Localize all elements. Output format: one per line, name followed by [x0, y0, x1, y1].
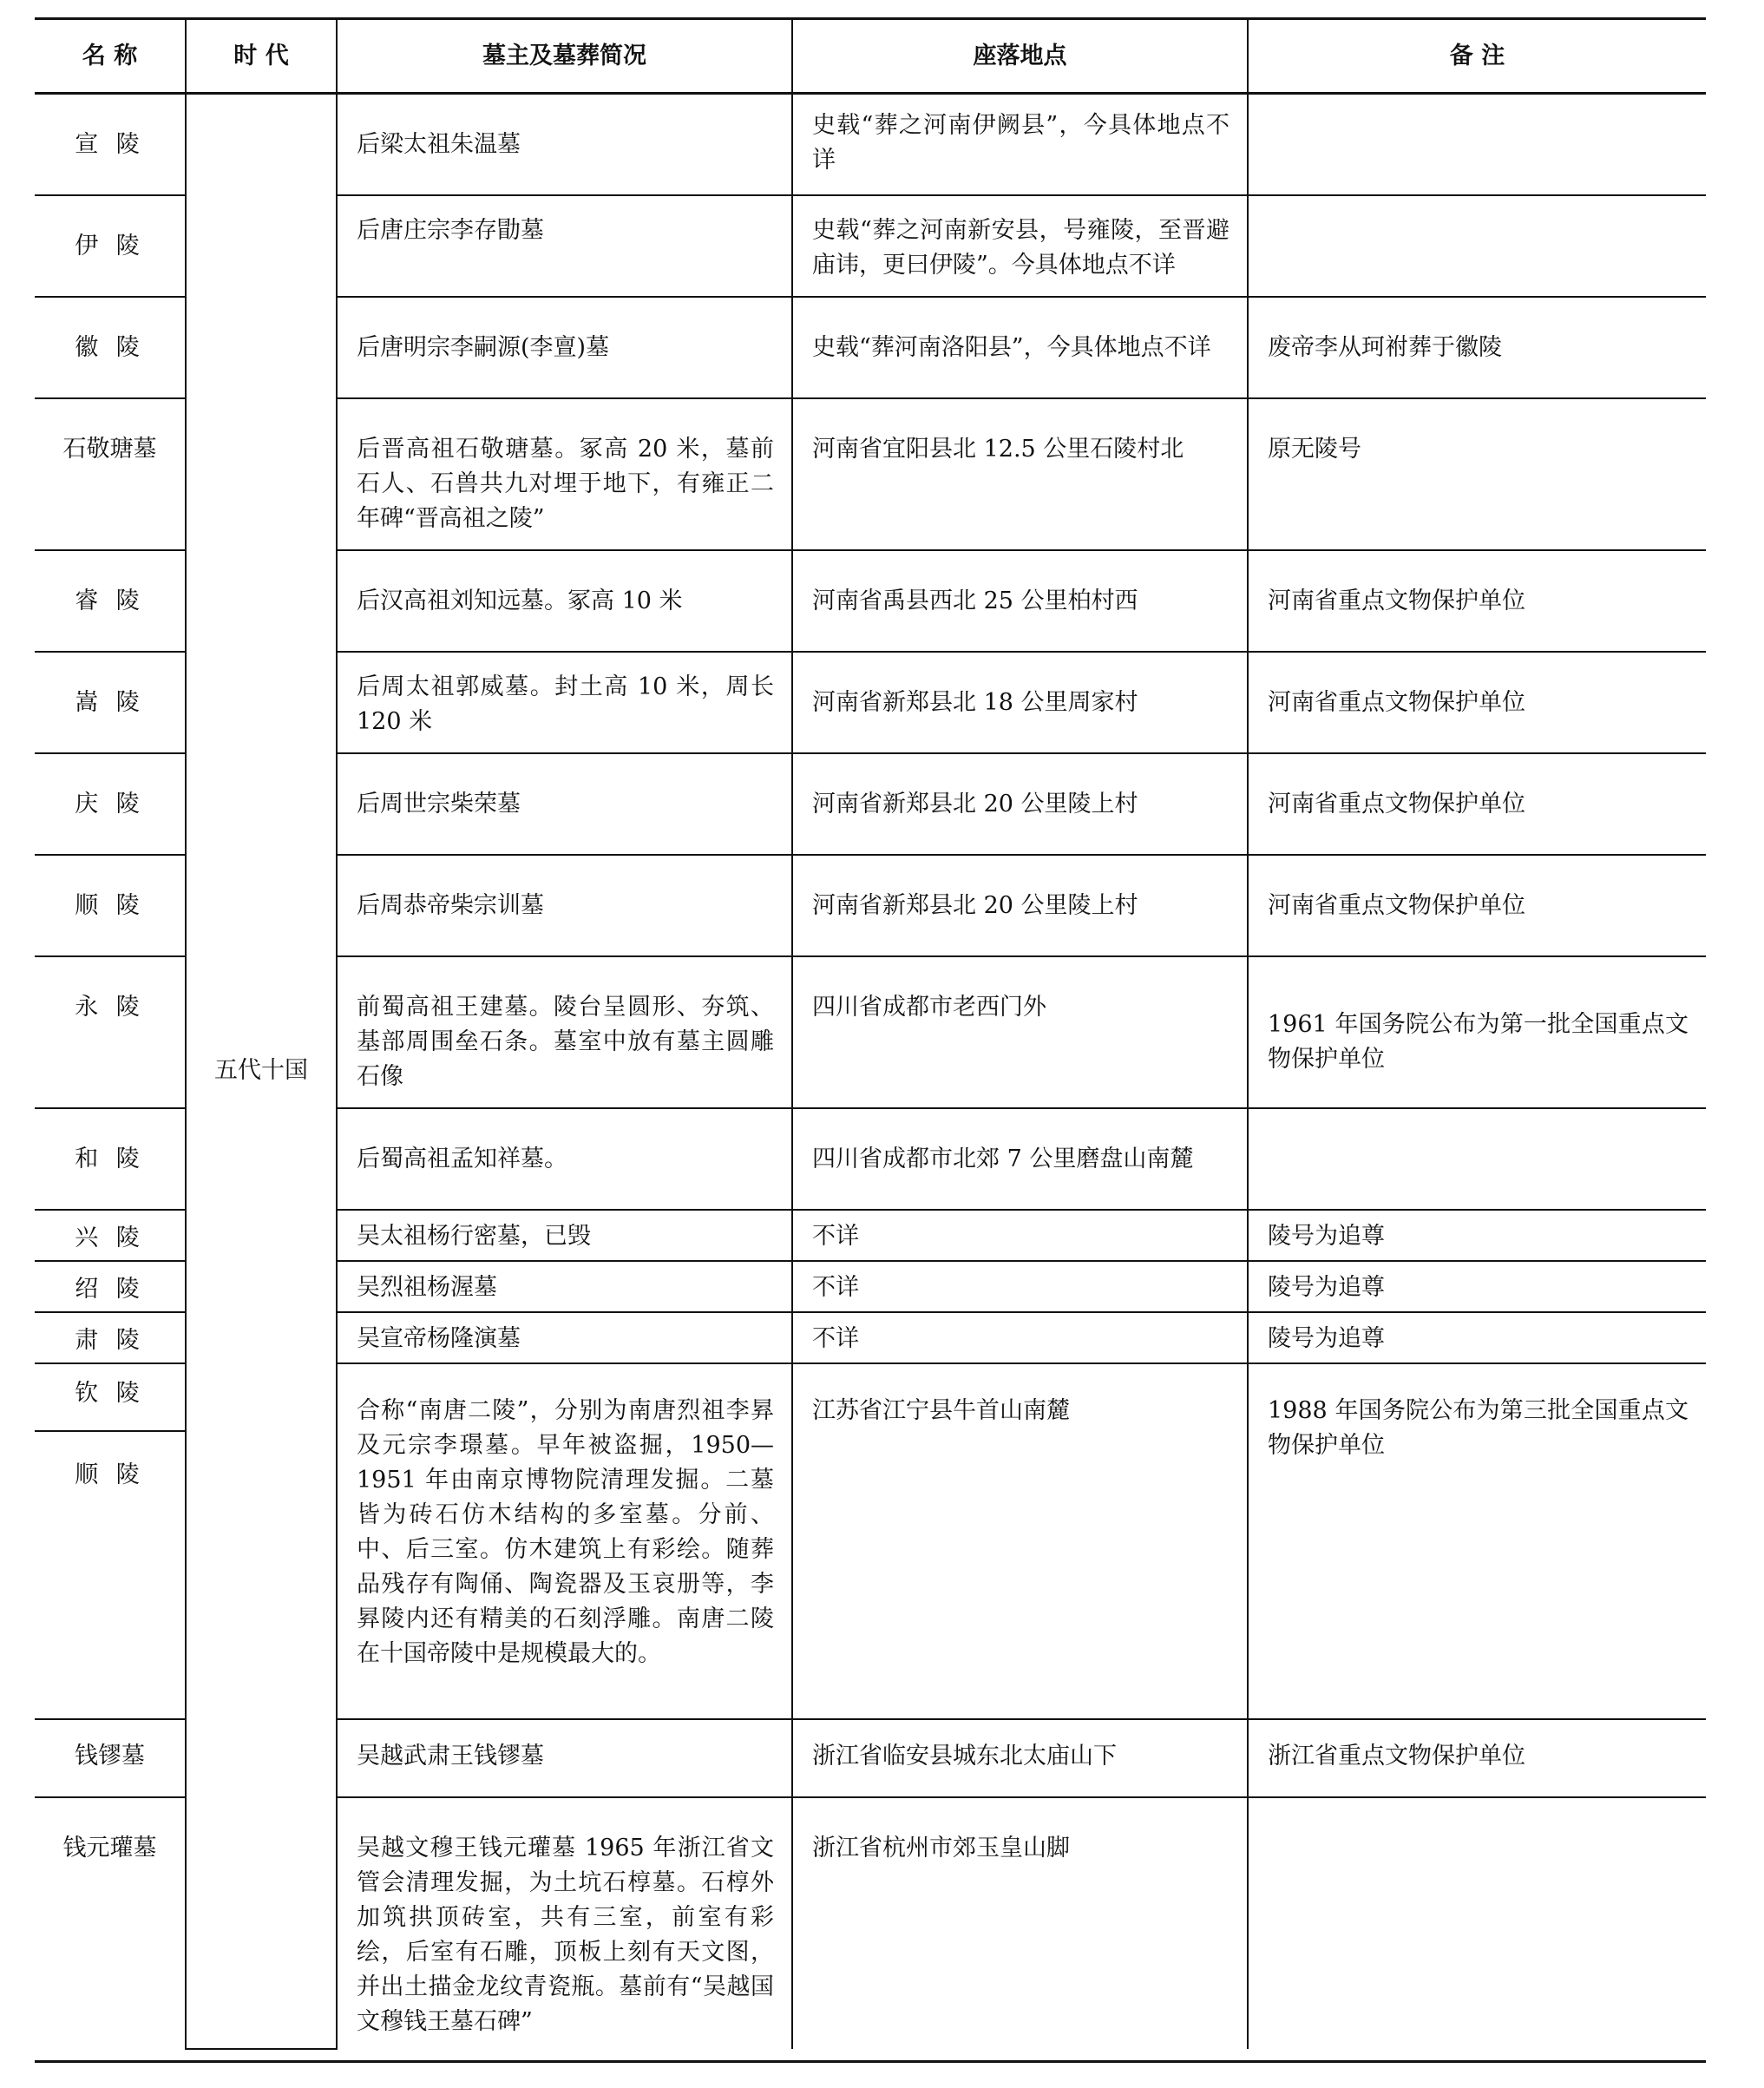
header-note: 备 注	[1248, 19, 1706, 94]
row-name: 肃 陵	[35, 1312, 186, 1363]
row-desc: 后蜀高祖孟知祥墓。	[337, 1108, 792, 1210]
header-location: 座落地点	[792, 19, 1248, 94]
row-note: 陵号为追尊	[1248, 1312, 1706, 1363]
row-desc: 吴宣帝杨隆演墓	[337, 1312, 792, 1363]
row-note: 原无陵号	[1248, 398, 1706, 550]
row-location: 不详	[792, 1210, 1248, 1261]
row-desc: 后晋高祖石敬瑭墓。冢高 20 米，墓前石人、石兽共九对埋于地下，有雍正二年碑“晋高祖之陵”	[337, 398, 792, 550]
row-name: 兴 陵	[35, 1210, 186, 1261]
row-note: 河南省重点文物保护单位	[1248, 855, 1706, 956]
row-note: 1988 年国务院公布为第三批全国重点文物保护单位	[1248, 1363, 1706, 1719]
table-row	[35, 94, 1706, 195]
row-name: 和 陵	[35, 1108, 186, 1210]
era-cell: 五代十国	[186, 94, 337, 2049]
row-note	[1248, 1797, 1706, 2049]
row-desc: 吴烈祖杨渥墓	[337, 1261, 792, 1312]
row-location: 不详	[792, 1261, 1248, 1312]
row-name: 庆 陵	[35, 753, 186, 855]
row-note: 河南省重点文物保护单位	[1248, 753, 1706, 855]
row-desc: 吴越文穆王钱元瓘墓 1965 年浙江省文管会清理发掘，为土坑石椁墓。石椁外加筑拱顶砖室，共有三室，前室有彩绘，后室有石雕，顶板上刻有天文图，并出土描金龙纹青瓷瓶。墓前有“吴越国文穆钱王墓石碑”	[337, 1797, 792, 2049]
row-desc: 合称“南唐二陵”，分别为南唐烈祖李昪及元宗李璟墓。早年被盗掘，1950—1951 年由南京博物院清理发掘。二墓皆为砖石仿木结构的多室墓。分前、中、后三室。仿木建筑上有彩绘。随葬品残存有陶俑、陶瓷器及玉哀册等，李昪陵内还有精美的石刻浮雕。南唐二陵在十国帝陵中是规模最大的。	[337, 1363, 792, 1719]
row-location: 河南省宜阳县北 12.5 公里石陵村北	[792, 398, 1248, 550]
mausoleum-table	[35, 17, 1706, 2050]
row-name: 钦 陵	[75, 1379, 145, 1407]
row-name-group	[35, 1363, 186, 1719]
row-note: 河南省重点文物保护单位	[1248, 550, 1706, 652]
row-location: 四川省成都市北郊 7 公里磨盘山南麓	[792, 1108, 1248, 1210]
row-desc: 后汉高祖刘知远墓。冢高 10 米	[337, 550, 792, 652]
row-name: 睿 陵	[35, 550, 186, 652]
row-desc: 后周太祖郭威墓。封土高 10 米，周长 120 米	[337, 652, 792, 753]
row-name: 伊 陵	[35, 195, 186, 297]
header-name: 名 称	[35, 19, 186, 94]
row-location: 浙江省杭州市郊玉皇山脚	[792, 1797, 1248, 2049]
row-desc: 后唐庄宗李存勖墓	[337, 195, 792, 297]
row-note: 1961 年国务院公布为第一批全国重点文物保护单位	[1248, 956, 1706, 1108]
row-location: 河南省新郑县北 20 公里陵上村	[792, 855, 1248, 956]
row-location: 河南省禹县西北 25 公里柏村西	[792, 550, 1248, 652]
row-name: 顺 陵	[35, 855, 186, 956]
row-location: 史载“葬河南洛阳县”，今具体地点不详	[792, 297, 1248, 398]
row-name: 钱元瓘墓	[62, 1834, 157, 1861]
row-note: 废帝李从珂祔葬于徽陵	[1248, 297, 1706, 398]
row-desc: 后周恭帝柴宗训墓	[337, 855, 792, 956]
row-location: 浙江省临安县城东北太庙山下	[792, 1719, 1248, 1797]
row-name: 徽 陵	[35, 297, 186, 398]
row-name: 绍 陵	[35, 1261, 186, 1312]
row-location: 河南省新郑县北 18 公里周家村	[792, 652, 1248, 753]
row-desc: 后梁太祖朱温墓	[337, 94, 792, 195]
row-location: 史载“葬之河南伊阙县”，今具体地点不详	[792, 94, 1248, 195]
row-location: 江苏省江宁县牛首山南麓	[792, 1363, 1248, 1719]
row-location: 不详	[792, 1312, 1248, 1363]
row-desc: 吴越武肃王钱镠墓	[337, 1719, 792, 1797]
header-desc: 墓主及墓葬简况	[337, 19, 792, 94]
row-location: 河南省新郑县北 20 公里陵上村	[792, 753, 1248, 855]
row-desc: 后周世宗柴荣墓	[337, 753, 792, 855]
row-note	[1248, 1108, 1706, 1210]
row-note: 河南省重点文物保护单位	[1248, 652, 1706, 753]
row-desc: 吴太祖杨行密墓，已毁	[337, 1210, 792, 1261]
row-desc: 前蜀高祖王建墓。陵台呈圆形、夯筑、基部周围垒石条。墓室中放有墓主圆雕石像	[337, 956, 792, 1108]
row-name: 永 陵	[35, 956, 186, 1108]
row-location: 史载“葬之河南新安县，号雍陵，至晋避庙讳，更曰伊陵”。今具体地点不详	[792, 195, 1248, 297]
table-bottom-rule	[35, 2060, 1706, 2063]
row-name-second: 顺 陵	[35, 1430, 185, 1493]
row-name: 钱镠墓	[35, 1719, 186, 1797]
row-name: 宣 陵	[35, 94, 186, 195]
row-note: 陵号为追尊	[1248, 1210, 1706, 1261]
row-note: 浙江省重点文物保护单位	[1248, 1719, 1706, 1797]
row-note: 陵号为追尊	[1248, 1261, 1706, 1312]
row-note	[1248, 195, 1706, 297]
row-location: 四川省成都市老西门外	[792, 956, 1248, 1108]
row-note	[1248, 94, 1706, 195]
row-name: 石敬瑭墓	[35, 398, 186, 550]
row-desc: 后唐明宗李嗣源(李亶)墓	[337, 297, 792, 398]
header-era: 时 代	[186, 19, 337, 94]
row-name: 嵩 陵	[35, 652, 186, 753]
